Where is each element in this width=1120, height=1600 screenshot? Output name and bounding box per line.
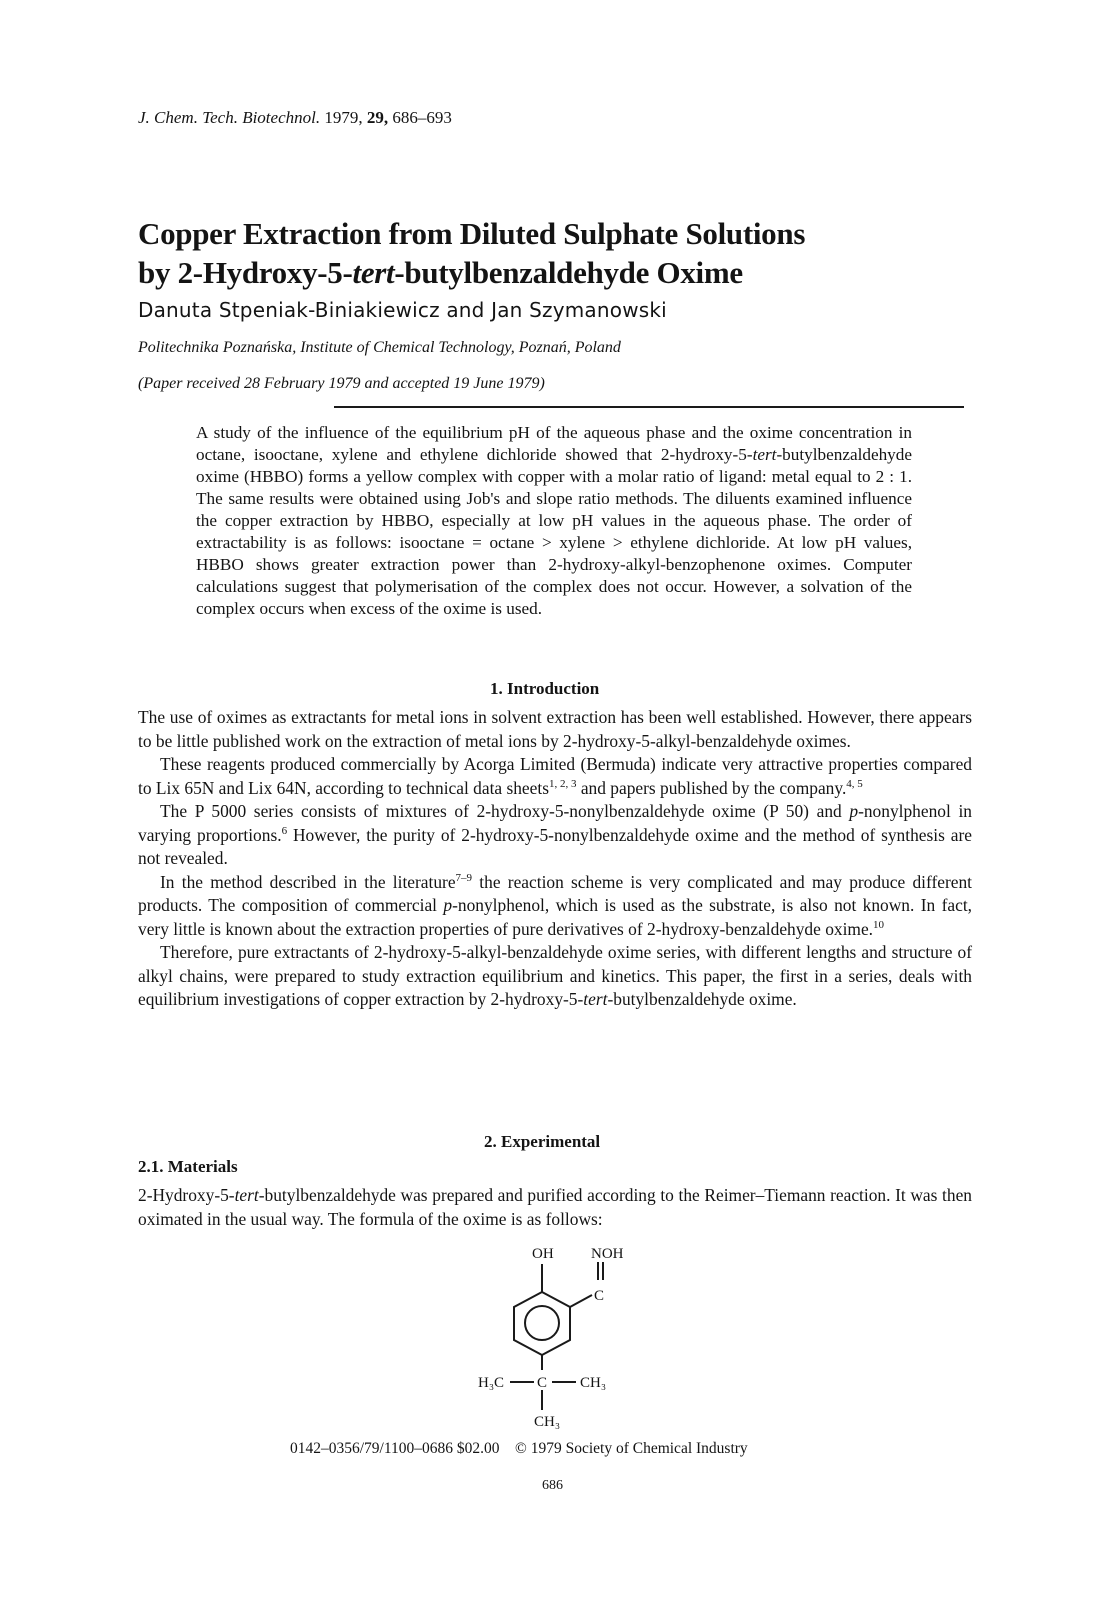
journal-name: J. Chem. Tech. Biotechnol. [138, 108, 321, 127]
footer-code: 0142–0356/79/1100–0686 $02.00 [290, 1440, 500, 1457]
label-h3c: H₃C [478, 1375, 505, 1391]
title-line-2: by 2-Hydroxy-5-tert-butylbenzaldehyde Oxime [138, 255, 743, 290]
intro-paragraph-1: The use of oximes as extractants for metal ions in solvent extraction has been well established. However, there appears to be little published work on the extraction of metal ions by 2-hydroxy-5-alkyl-benzaldehyde oximes. [138, 707, 972, 751]
journal-pages: 686–693 [392, 108, 452, 127]
materials-body [138, 1184, 972, 1231]
section-heading-introduction: 1. Introduction [490, 679, 600, 698]
label-ch3-bottom: CH₃ [534, 1414, 561, 1430]
subsection-heading-materials: 2.1. Materials [138, 1157, 238, 1176]
intro-paragraph-4: In the method described in the literature$^{7-9}$ the reaction scheme is very complicated and may produce different products. The composition of commercial p-nonylphenol, which is used as the substrate, is also not known. In fact, very little is known about the extraction properties of pure derivatives of 2-hydroxy-benzaldehyde oxime.$^{10}$ [138, 871, 972, 939]
footer-copyright: © 1979 Society of Chemical Industry [515, 1440, 748, 1457]
label-c-center: C [537, 1375, 548, 1391]
abstract-text: A study of the influence of the equilibrium pH of the aqueous phase and the oxime concentration in octane, isooctane, xylene and ethylene dichloride showed that 2-hydroxy-5-tert-butylbenzaldehyde oxime (HBBO) forms a yellow complex with copper with a molar ratio of ligand: metal equal to 2 : 1. The same results were obtained using Job's and slope ratio methods. The diluents examined influence the copper extraction by HBBO, especially at low pH values in the aqueous phase. The order of extractability is as follows: isooctane = octane > xylene > ethylene dichloride. At low pH values, HBBO shows greater extraction power than 2-hydroxy-alkyl-benzophenone oximes. Computer calculations suggest that polymerisation of the complex does not occur. However, a solvation of the complex occurs when excess of the oxime is used. [196, 423, 912, 618]
intro-paragraph-2: These reagents produced commercially by Acorga Limited (Bermuda) indicate very attractive properties compared to Lix 65N and Lix 64N, according to technical data sheets$^{1, 2, 3}$ and papers published by the company.$^{4, 5}$ [138, 754, 972, 798]
abstract [196, 422, 912, 620]
label-c: C [594, 1288, 605, 1304]
received-dates: (Paper received 28 February 1979 and accepted 19 June 1979) [138, 375, 545, 392]
intro-paragraph-5: Therefore, pure extractants of 2-hydroxy-5-alkyl-benzaldehyde oxime series, with different lengths and structure of alkyl chains, were prepared to study extraction equilibrium and kinetics. This paper, the first in a series, deals with equilibrium investigations of copper extraction by 2-hydroxy-5-tert-butylbenzaldehyde oxime. [138, 942, 972, 1009]
section-heading-experimental: 2. Experimental [484, 1132, 601, 1151]
page-number: 686 [542, 1478, 563, 1493]
abstract-divider [334, 406, 964, 408]
label-ch3-right: CH₃ [580, 1375, 607, 1391]
paper-title [138, 214, 1018, 292]
journal-citation [138, 108, 452, 128]
introduction-body [138, 706, 972, 1012]
materials-paragraph: 2-Hydroxy-5-tert-butylbenzaldehyde was prepared and purified according to the Reimer–Tiemann reaction. It was then oximated in the usual way. The formula of the oxime is as follows: [138, 1185, 972, 1229]
affiliation: Politechnika Poznańska, Institute of Chemical Technology, Poznań, Poland [138, 339, 621, 356]
journal-volume: 29, [366, 108, 389, 127]
title-line-1: Copper Extraction from Diluted Sulphate Solutions [138, 216, 806, 251]
journal-year: 1979, [324, 108, 363, 127]
oxime-structure-formula [470, 1240, 670, 1435]
label-oh: OH [532, 1246, 554, 1262]
label-noh: NOH [591, 1246, 624, 1262]
footer-line [290, 1440, 748, 1458]
authors: Danuta Stpeniak-Biniakiewicz and Jan Szymanowski [138, 298, 667, 322]
intro-paragraph-3: The P 5000 series consists of mixtures of 2-hydroxy-5-nonylbenzaldehyde oxime (P 50) and p-nonylphenol in varying proportions.$^6$ However, the purity of 2-hydroxy-5-nonylbenzaldehyde oxime and the method of synthesis are not revealed. [138, 801, 972, 868]
